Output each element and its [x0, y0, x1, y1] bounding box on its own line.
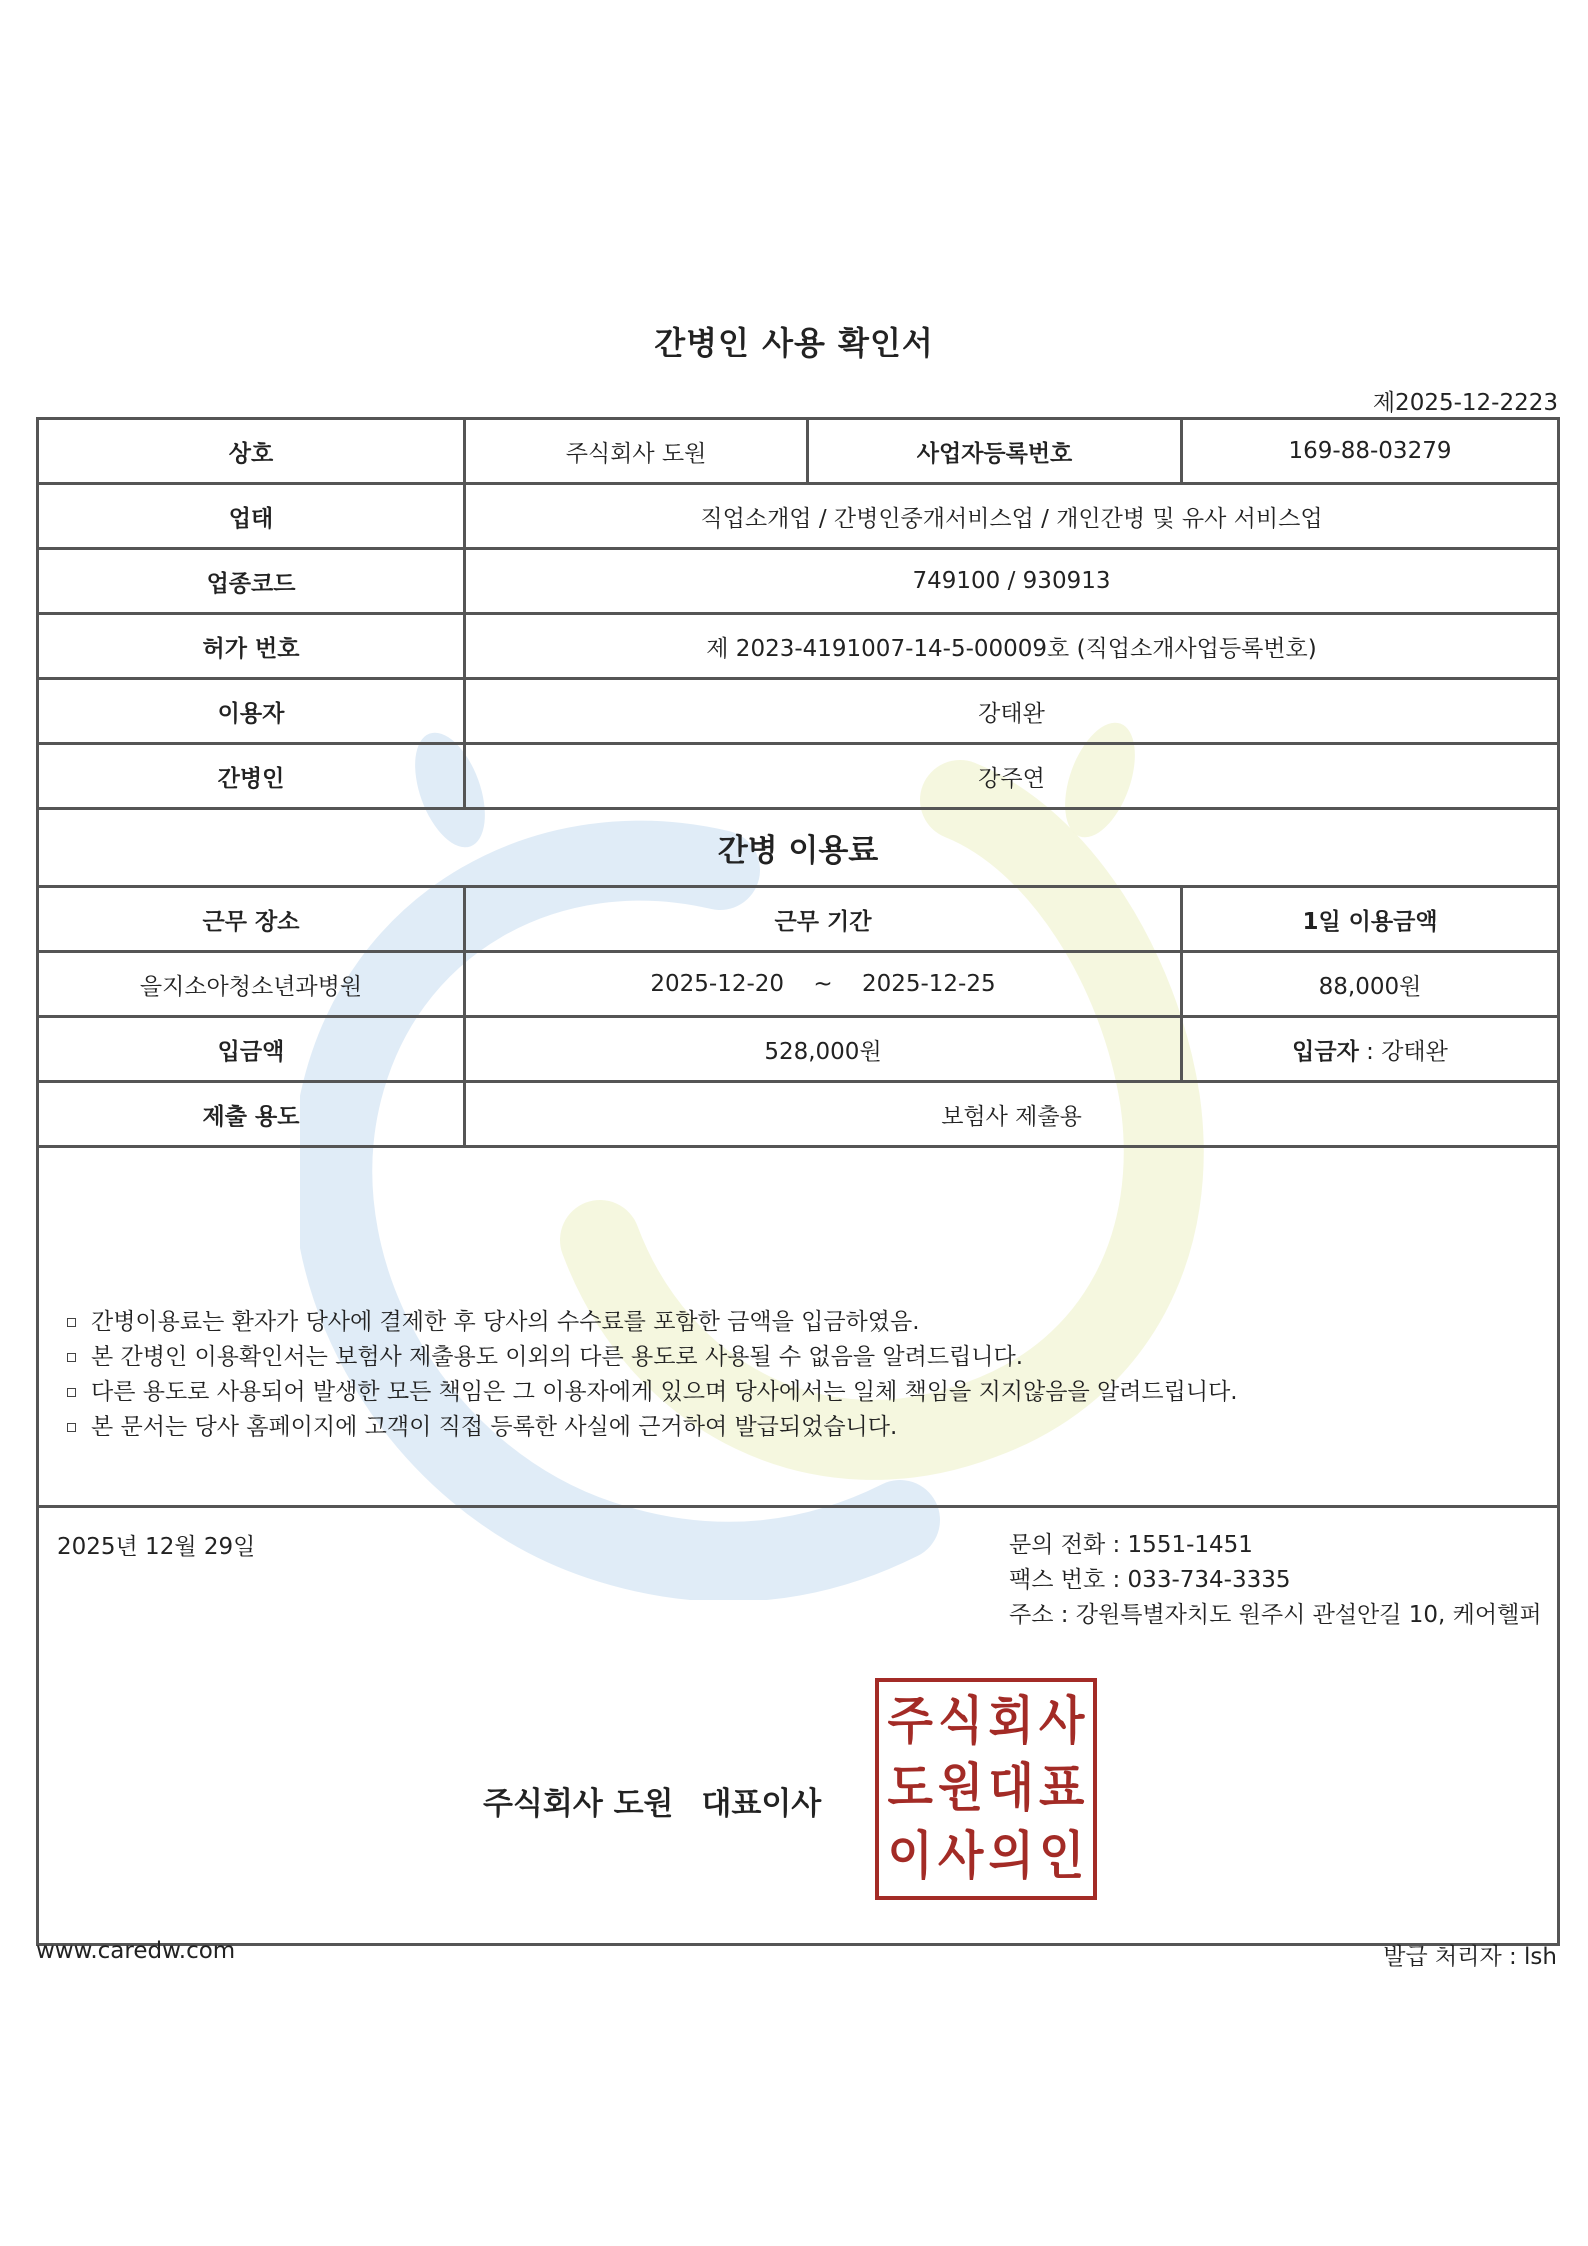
phone-number: 문의 전화 : 1551-1451 — [1009, 1532, 1253, 1558]
seal-char: 이 — [887, 1826, 933, 1887]
caregiver-value: 강주연 — [465, 744, 1559, 809]
footer-row — [38, 1507, 1559, 1945]
deposit-label: 입금액 — [38, 1017, 465, 1082]
user-label: 이용자 — [38, 679, 465, 744]
signer — [483, 1778, 821, 1823]
period-label: 근무 기간 — [465, 887, 1182, 952]
depositor-value: 강태완 — [1381, 1038, 1448, 1065]
user-row — [38, 679, 1559, 744]
seal-char: 대 — [988, 1758, 1034, 1820]
company-label: 상호 — [38, 419, 465, 484]
depositor-label: 입금자 — [1292, 1038, 1359, 1065]
seal-char: 인 — [1039, 1826, 1085, 1887]
depositor-cell — [1182, 1017, 1559, 1082]
fee-section-row — [38, 809, 1559, 887]
caregiver-label: 간병인 — [38, 744, 465, 809]
seal-char: 의 — [988, 1826, 1034, 1887]
contact-info — [1009, 1528, 1542, 1633]
bizno-label: 사업자등록번호 — [808, 419, 1182, 484]
period-end: 2025-12-25 — [861, 971, 996, 997]
square-bullet-icon — [67, 1388, 76, 1397]
website-link[interactable]: www.caredw.com — [36, 1938, 236, 1964]
industry-code-row — [38, 549, 1559, 614]
workplace-value: 을지소아청소년과병원 — [38, 952, 465, 1017]
signer-title: 대표이사 — [701, 1786, 822, 1822]
note-item — [67, 1340, 1557, 1375]
seal-char: 도 — [887, 1758, 933, 1820]
note-text: 다른 용도로 사용되어 발생한 모든 책임은 그 이용자에게 있으며 당사에서는 일체 책임을 지지않음을 알려드립니다. — [91, 1379, 1238, 1405]
seal-char: 원 — [938, 1758, 984, 1820]
business-type-label: 업태 — [38, 484, 465, 549]
signer-company: 주식회사 도원 — [483, 1786, 674, 1822]
caregiver-row — [38, 744, 1559, 809]
fee-header-row — [38, 887, 1559, 952]
daily-fee-label: 1일 이용금액 — [1182, 887, 1559, 952]
fee-section-title: 간병 이용료 — [38, 809, 1559, 887]
seal-char: 사 — [938, 1826, 984, 1887]
note-text: 본 간병인 이용확인서는 보험사 제출용도 이외의 다른 용도로 사용될 수 없음을 알려드립니다. — [91, 1344, 1024, 1370]
purpose-row — [38, 1082, 1559, 1147]
note-text: 본 문서는 당사 홈페이지에 고객이 직접 등록한 사실에 근거하여 발급되었습니다. — [91, 1414, 898, 1440]
notes-list — [67, 1305, 1557, 1445]
fee-value-row — [38, 952, 1559, 1017]
user-value: 강태완 — [465, 679, 1559, 744]
square-bullet-icon — [67, 1353, 76, 1362]
company-row — [38, 419, 1559, 484]
notes-row — [38, 1147, 1559, 1507]
seal-char: 회 — [988, 1691, 1034, 1752]
permit-row — [38, 614, 1559, 679]
issuer-info: 발급 처리자 : lsh — [1383, 1944, 1557, 1970]
note-item — [67, 1305, 1557, 1340]
daily-fee-value: 88,000원 — [1182, 952, 1559, 1017]
company-value: 주식회사 도원 — [465, 419, 808, 484]
seal-char: 주 — [887, 1691, 933, 1752]
fax-number: 팩스 번호 : 033-734-3335 — [1009, 1567, 1291, 1593]
period-value — [465, 952, 1182, 1017]
purpose-value: 보험사 제출용 — [465, 1082, 1559, 1147]
confirmation-form-table — [36, 417, 1560, 1946]
purpose-label: 제출 용도 — [38, 1082, 465, 1147]
note-text: 간병이용료는 환자가 당사에 결제한 후 당사의 수수료를 포함한 금액을 입금하였음. — [91, 1309, 920, 1335]
depositor-separator: : — [1358, 1038, 1382, 1065]
business-type-value: 직업소개업 / 간병인중개서비스업 / 개인간병 및 유사 서비스업 — [465, 484, 1559, 549]
notes-cell — [38, 1147, 1559, 1507]
deposit-row — [38, 1017, 1559, 1082]
business-type-row — [38, 484, 1559, 549]
bizno-value: 169-88-03279 — [1182, 419, 1559, 484]
seal-char: 식 — [938, 1691, 984, 1752]
permit-value: 제 2023-4191007-14-5-00009호 (직업소개사업등록번호) — [465, 614, 1559, 679]
square-bullet-icon — [67, 1318, 76, 1327]
document-number: 제2025-12-2223 — [1372, 390, 1558, 416]
square-bullet-icon — [67, 1423, 76, 1432]
footer-cell — [38, 1507, 1559, 1945]
seal-char: 표 — [1039, 1758, 1085, 1820]
workplace-label: 근무 장소 — [38, 887, 465, 952]
issue-date: 2025년 12월 29일 — [57, 1534, 256, 1560]
document-title: 간병인 사용 확인서 — [654, 324, 934, 362]
seal-char: 사 — [1039, 1691, 1085, 1752]
period-separator: ~ — [813, 971, 833, 997]
industry-code-value: 749100 / 930913 — [465, 549, 1559, 614]
note-item — [67, 1410, 1557, 1445]
period-start: 2025-12-20 — [650, 971, 785, 997]
company-seal-stamp — [875, 1678, 1097, 1900]
industry-code-label: 업종코드 — [38, 549, 465, 614]
deposit-value: 528,000원 — [465, 1017, 1182, 1082]
permit-label: 허가 번호 — [38, 614, 465, 679]
company-address: 주소 : 강원특별자치도 원주시 관설안길 10, 케어헬퍼 — [1009, 1602, 1542, 1628]
note-item — [67, 1375, 1557, 1410]
